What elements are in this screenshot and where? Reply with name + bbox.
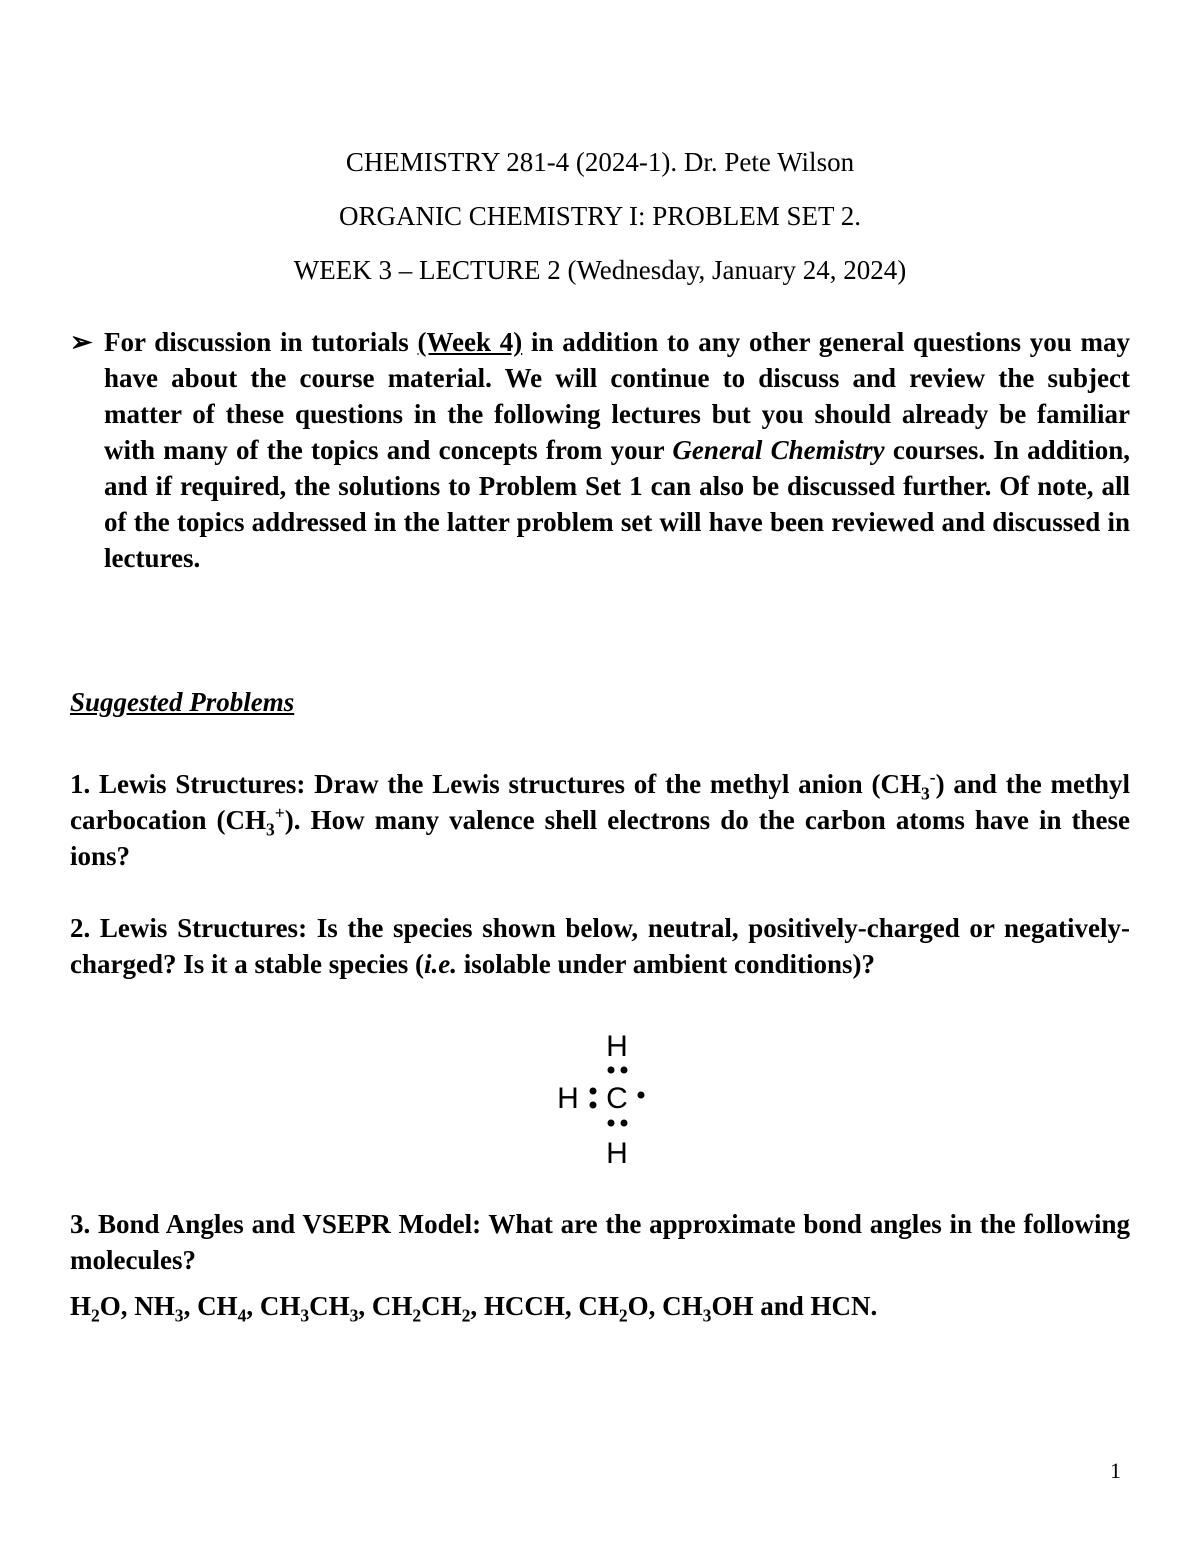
arrow-bullet-icon: ➢ (70, 327, 93, 357)
lewis-center-c: C (606, 1082, 628, 1115)
molecule-separator: , (358, 1291, 372, 1321)
q2-text-a: 2. Lewis Structures: Is the species shown below, neutral, positively-charged or negatively-charged? Is it a stable species ( (70, 913, 1130, 979)
lewis-dot (608, 1067, 615, 1074)
q2-text-b: isolable under ambient conditions)? (456, 949, 876, 979)
q1-text-c: ). How many valence shell electrons do the carbon atoms have in these ions? (70, 805, 1130, 871)
question-3: 3. Bond Angles and VSEPR Model: What are the approximate bond angles in the following molecules? (70, 1209, 1130, 1275)
molecule-separator: , (648, 1291, 663, 1321)
molecule-formula: $H_2O$ (70, 1291, 121, 1326)
intro-text-3: courses. In addition, and if required, the solutions to Problem Set 1 can also be discussed further. Of note, all of the topics addressed in the latter problem set will have been reviewed and discussed in lectures. (104, 435, 1130, 573)
q2-ie-italic: i.e. (423, 949, 457, 979)
q1-text-b: ) and the methyl carbocation (CH (70, 769, 1130, 835)
molecule-formula: $CH_3OH$ (662, 1291, 754, 1326)
lewis-dot (638, 1092, 645, 1099)
formula-subscript: 4 (237, 1305, 247, 1326)
week-reference: (Week 4) (417, 327, 523, 357)
intro-text-1: For discussion in tutorials (104, 327, 418, 357)
general-chemistry-italic: General Chemistry (672, 435, 885, 465)
lewis-dot (590, 1088, 597, 1095)
formula-subscript: 3 (349, 1305, 359, 1326)
formula-subscript: 3 (300, 1305, 310, 1326)
formula-subscript: 2 (412, 1305, 422, 1326)
lewis-dot (621, 1120, 628, 1127)
molecule-separator: , (564, 1291, 579, 1321)
molecule-separator: , (246, 1291, 260, 1321)
intro-paragraph (104, 324, 1130, 576)
q1-sub-a: 3 (920, 783, 930, 804)
problem-set-title: ORGANIC CHEMISTRY I: PROBLEM SET 2. (338, 201, 862, 231)
molecule-formula: $CH_4$ (197, 1291, 247, 1326)
lecture-date: WEEK 3 – LECTURE 2 (Wednesday, January 24, 2024) (293, 255, 907, 285)
lewis-top-h: H (606, 1030, 628, 1063)
formula-subscript: 2 (618, 1305, 628, 1326)
question-2 (70, 910, 1130, 982)
formula-subscript: 3 (174, 1305, 184, 1326)
formula-subscript: 2 (461, 1305, 471, 1326)
molecule-list (70, 1288, 877, 1324)
molecule-formula: $CH_2O$ (578, 1291, 649, 1326)
molecule-formula: $CH_3CH_3$ (259, 1291, 359, 1326)
q1-sub-b: 3 (266, 819, 275, 840)
molecule-formula: $CH_2CH_2$ (371, 1291, 471, 1326)
molecule-separator: and (753, 1291, 811, 1321)
lewis-bottom-h: H (606, 1137, 628, 1170)
molecule-separator: , (470, 1291, 484, 1321)
lewis-structure-diagram (550, 1024, 660, 1174)
q1-text-a: 1. Lewis Structures: Draw the Lewis structures of the methyl anion (CH (70, 769, 921, 799)
course-title: CHEMISTRY 281-4 (2024-1). Dr. Pete Wilson (345, 147, 855, 177)
intro-text-2: in addition to any other general questions you may have about the course material. We will continue to discuss and review the subject matter of these questions in the following lectures but you should already be familiar with many of the topics and concepts from your (104, 327, 1130, 465)
formula-subscript: 3 (702, 1305, 712, 1326)
lewis-dot (590, 1102, 597, 1109)
q1-sup-a: - (929, 767, 936, 787)
molecule-formula: $NH_3$ (134, 1291, 184, 1326)
section-title: Suggested Problems (70, 687, 295, 717)
lewis-left-h: H (557, 1082, 579, 1115)
question-1 (70, 766, 1130, 874)
page-number: 1 (1110, 1458, 1121, 1483)
molecule-separator: , (120, 1291, 135, 1321)
lewis-dot (621, 1067, 628, 1074)
lewis-dot (608, 1120, 615, 1127)
formula-subscript: 2 (91, 1305, 100, 1326)
molecule-separator: , (183, 1291, 198, 1321)
molecule-formula: HCN. (810, 1291, 878, 1321)
molecule-formula: HCCH (483, 1291, 565, 1321)
q1-sup-b: + (274, 803, 285, 823)
